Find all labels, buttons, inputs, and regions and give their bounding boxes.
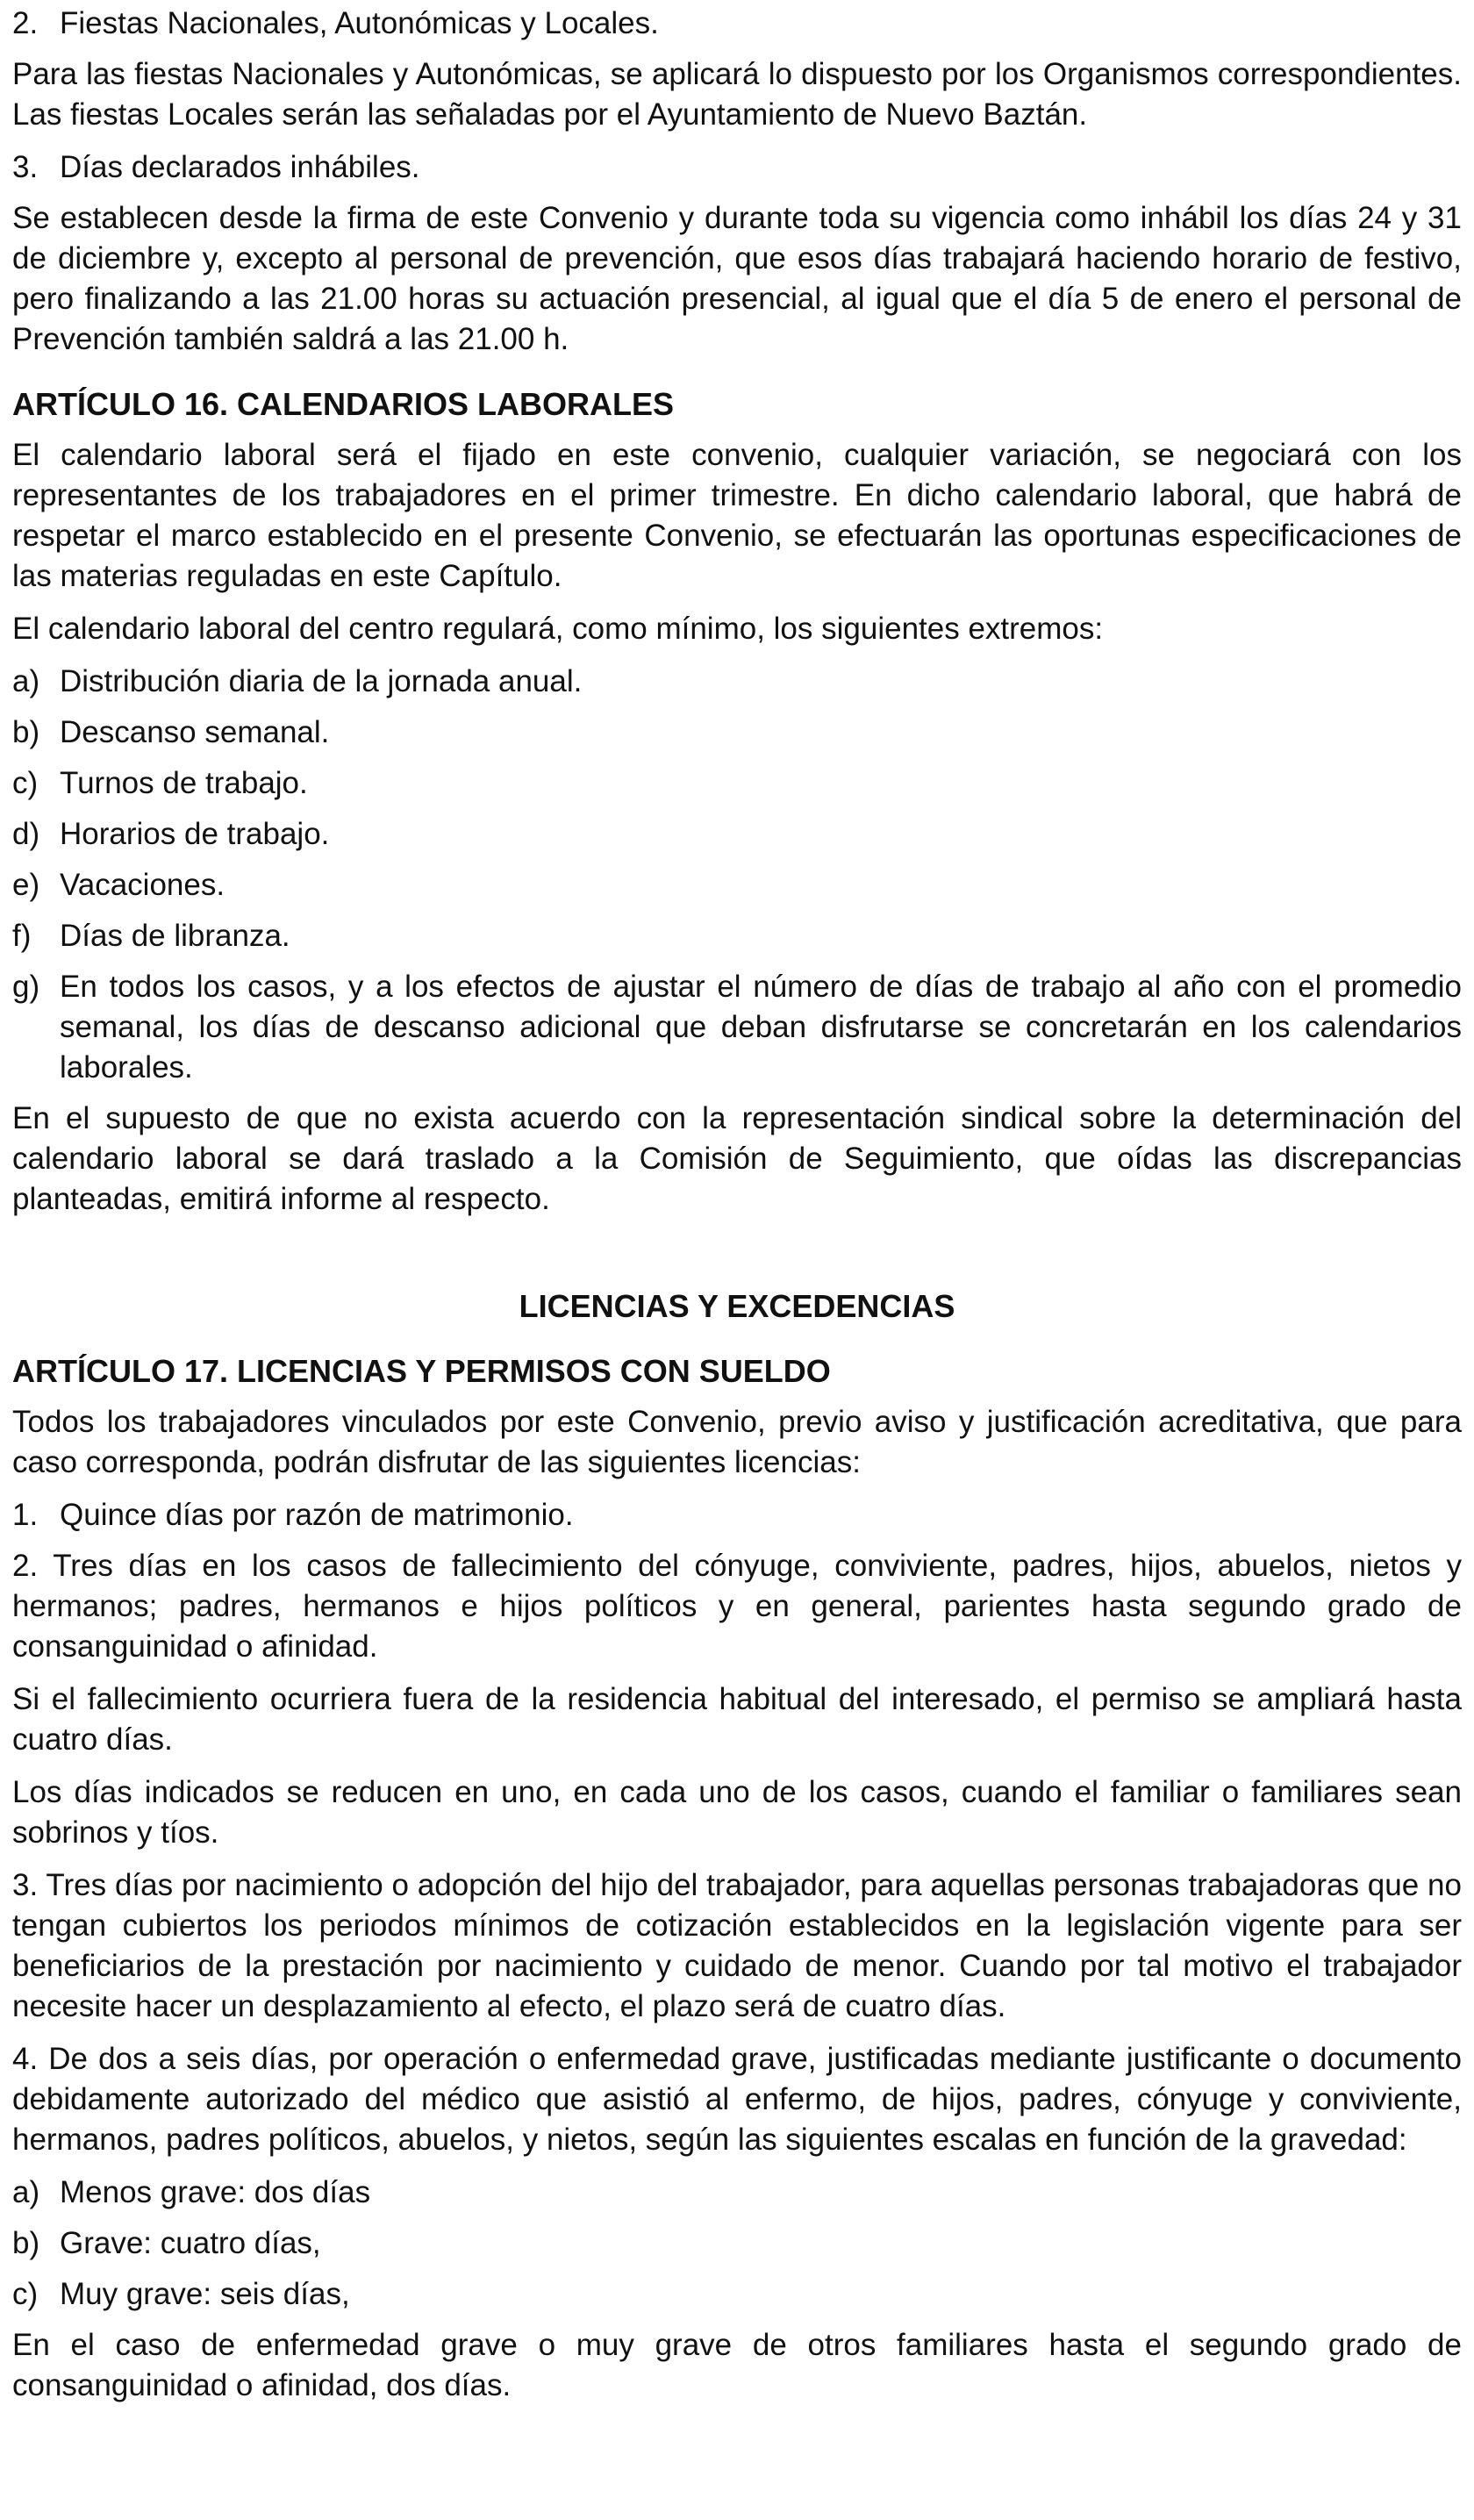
- list-item-text: Quince días por razón de matrimonio.: [60, 1498, 574, 1532]
- paragraph: Todos los trabajadores vinculados por este Convenio, previo aviso y justificación acreditativa, que para caso corresponda, podrán disfrutar de las siguientes licencias:: [12, 1405, 1462, 1479]
- list-item: [12, 662, 1462, 702]
- paragraph: Los días indicados se reducen en uno, en cada uno de los casos, cuando el familiar o familiares sean sobrinos y tíos.: [12, 1775, 1462, 1850]
- section-heading: ARTÍCULO 16. CALENDARIOS LABORALES: [12, 386, 675, 422]
- list-marker: 3.: [12, 150, 39, 184]
- list-item-text: Días declarados inhábiles.: [60, 150, 420, 184]
- paragraph: En el caso de enfermedad grave o muy grave de otros familiares hasta el segundo grado de consanguinidad o afinidad, dos días.: [12, 2328, 1462, 2402]
- list-marker: e): [12, 868, 40, 902]
- list-item-text: Horarios de trabajo.: [60, 817, 330, 851]
- paragraph: 4. De dos a seis días, por operación o enfermedad grave, justificadas mediante justificante o documento debidamente autorizado del médico que asistió al enfermo, de hijos, padres, cónyuge y conviviente, hermanos, padres políticos, abuelos, y nietos, según las siguientes escalas en función de la gravedad:: [12, 2042, 1462, 2157]
- paragraph: En el supuesto de que no exista acuerdo con la representación sindical sobre la determinación del calendario laboral se dará traslado a la Comisión de Seguimiento, que oídas las discrepancias planteadas, emitirá informe al respecto.: [12, 1101, 1462, 1216]
- list-item-text: Muy grave: seis días,: [60, 2277, 350, 2311]
- list-item-text: En todos los casos, y a los efectos de ajustar el número de días de trabajo al año con el promedio semanal, los días de descanso adicional que deban disfrutarse se concretarán en los calendarios laborales.: [60, 970, 1462, 1085]
- paragraph: Para las fiestas Nacionales y Autonómicas, se aplicará lo dispuesto por los Organismos correspondientes. Las fiestas Locales serán las señaladas por el Ayuntamiento de Nuevo Baztán.: [12, 57, 1462, 132]
- list-marker: c): [12, 766, 39, 800]
- list-item: [12, 1495, 1462, 1536]
- list-item: [12, 147, 1462, 188]
- list-marker: b): [12, 2226, 40, 2260]
- list-marker: b): [12, 715, 40, 749]
- paragraph: El calendario laboral será el fijado en este convenio, cualquier variación, se negociará con los representantes de los trabajadores en el primer trimestre. En dicho calendario laboral, que habrá de respetar el marco establecido en el presente Convenio, se efectuarán las oportunas especificaciones de las materias reguladas en este Capítulo.: [12, 438, 1462, 593]
- list-marker: a): [12, 664, 40, 698]
- list-item: [12, 814, 1462, 855]
- paragraph: El calendario laboral del centro regulará, como mínimo, los siguientes extremos:: [12, 612, 1104, 646]
- list-marker: g): [12, 970, 40, 1004]
- list-item-text: Turnos de trabajo.: [60, 766, 308, 800]
- list-item-text: Fiestas Nacionales, Autonómicas y Locales.: [60, 6, 659, 40]
- list-item-text: Menos grave: dos días: [60, 2175, 371, 2209]
- list-marker: f): [12, 919, 32, 953]
- paragraph: Si el fallecimiento ocurriera fuera de la residencia habitual del interesado, el permiso se ampliará hasta cuatro días.: [12, 1682, 1462, 1757]
- list-item: [12, 4, 1462, 44]
- list-item: [12, 712, 1462, 753]
- list-item-text: Días de libranza.: [60, 919, 290, 953]
- list-item: [12, 2274, 1462, 2315]
- list-item-text: Vacaciones.: [60, 868, 225, 902]
- list-marker: a): [12, 2175, 40, 2209]
- list-item-text: Distribución diaria de la jornada anual.: [60, 664, 583, 698]
- list-item: [12, 967, 1462, 1088]
- list-item: [12, 2223, 1462, 2264]
- list-item: [12, 865, 1462, 906]
- paragraph: 3. Tres días por nacimiento o adopción del hijo del trabajador, para aquellas personas trabajadoras que no tengan cubiertos los periodos mínimos de cotización establecidos en la legislación vigente para ser beneficiarios de la prestación por nacimiento y cuidado de menor. Cuando por tal motivo el trabajador necesite hacer un desplazamiento al efecto, el plazo será de cuatro días.: [12, 1868, 1462, 2023]
- list-marker: d): [12, 817, 40, 851]
- list-item-text: Descanso semanal.: [60, 715, 330, 749]
- list-item: [12, 2173, 1462, 2213]
- paragraph: Se establecen desde la firma de este Convenio y durante toda su vigencia como inhábil los días 24 y 31 de diciembre y, excepto al personal de prevención, que esos días trabajará haciendo horario de festivo, pero finalizando a las 21.00 horas su actuación presencial, al igual que el día 5 de enero el personal de Prevención también saldrá a las 21.00 h.: [12, 201, 1462, 356]
- section-heading: ARTÍCULO 17. LICENCIAS Y PERMISOS CON SUELDO: [12, 1353, 831, 1389]
- list-item: [12, 763, 1462, 804]
- paragraph: 2. Tres días en los casos de fallecimiento del cónyuge, conviviente, padres, hijos, abuelos, nietos y hermanos; padres, hermanos e hijos políticos y en general, parientes hasta segundo grado de consanguinidad o afinidad.: [12, 1549, 1462, 1664]
- list-item: [12, 916, 1462, 956]
- document-page: [12, 4, 1462, 2418]
- chapter-heading: LICENCIAS Y EXCEDENCIAS: [519, 1288, 955, 1324]
- list-item-text: Grave: cuatro días,: [60, 2226, 321, 2260]
- list-marker: 2.: [12, 6, 39, 40]
- list-marker: 1.: [12, 1498, 39, 1532]
- list-marker: c): [12, 2277, 39, 2311]
